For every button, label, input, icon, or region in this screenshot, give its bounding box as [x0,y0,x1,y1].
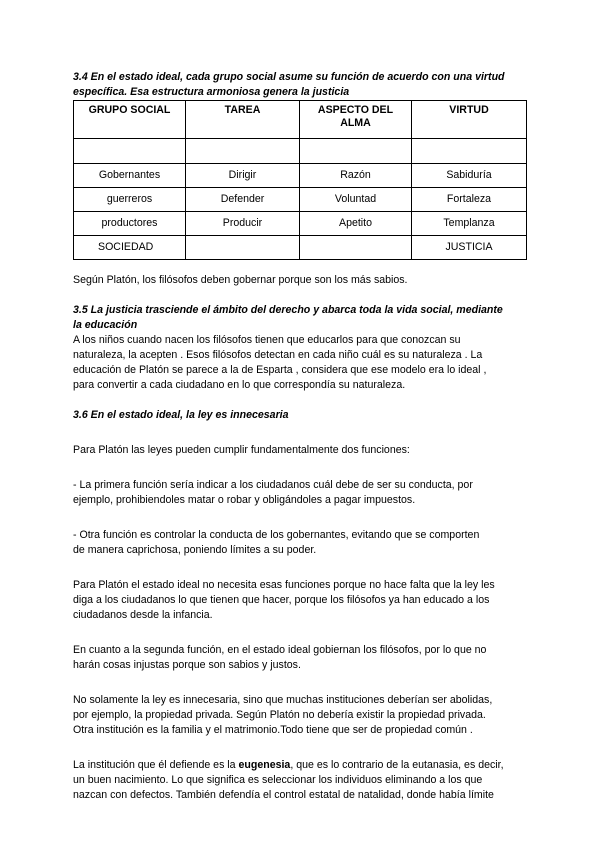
table-header: VIRTUD [412,101,527,139]
section-3-4 [73,70,533,288]
paragraph: - Otra función es controlar la conducta de los gobernantes, evitando que se comporten de manera caprichosa, poniendo límites a su poder. [73,529,480,556]
table-cell: Fortaleza [412,188,527,212]
table-cell [412,139,527,164]
table-cell: Razón [300,164,412,188]
table-header-row [74,101,527,139]
table-row [74,212,527,236]
table-cell: Producir [186,212,300,236]
paragraph: Para Platón las leyes pueden cumplir fundamentalmente dos funciones: [73,444,410,456]
table-cell: SOCIEDAD [74,236,186,260]
paragraph: A los niños cuando nacen los filósofos tienen que educarlos para que conozcan su naturaleza, la acepten . Esos filósofos detectan en cada niño cuál es su naturaleza . La educación de Platón se parece a la de Esparta , considera que ese modelo era lo ideal , para convertir a cada ciudadano en lo que correspondía su naturaleza. [73,334,487,391]
paragraph: Según Platón, los filósofos deben gobernar porque son los más sabios. [73,274,408,286]
section-3-6 [73,408,533,803]
paragraph: No solamente la ley es innecesaria, sino que muchas instituciones deberían ser abolidas, por ejemplo, la propiedad privada. Según Platón no debería existir la propiedad privada. Otra institución es la familia y el matrimonio.Todo tiene que ser de propiedad común . [73,694,493,736]
table-cell [186,236,300,260]
table-cell: Voluntad [300,188,412,212]
table-cell [74,139,186,164]
table-header: GRUPO SOCIAL [74,101,186,139]
table-cell [300,236,412,260]
table-row [74,139,527,164]
table-row [74,188,527,212]
table-cell: productores [74,212,186,236]
table-cell: Gobernantes [74,164,186,188]
table-header: ASPECTO DEL ALMA [300,101,412,139]
section-heading: 3.6 En el estado ideal, la ley es innecesaria [73,409,289,421]
table-cell: Dirigir [186,164,300,188]
section-heading: 3.4 En el estado ideal, cada grupo social asume su función de acuerdo con una virtud específica. Esa estructura armoniosa genera la justicia [73,71,505,98]
paragraph: Para Platón el estado ideal no necesita esas funciones porque no hace falta que la ley les diga a los ciudadanos lo que tienen que hacer, porque los filósofos ya han educado a los ciudadanos desde la infancia. [73,579,495,621]
paragraph: - La primera función sería indicar a los ciudadanos cuál debe de ser su conducta, por ejemplo, prohibiendoles matar o robar y obligándoles a pagar impuestos. [73,479,473,506]
table-cell: Sabiduría [412,164,527,188]
table-cell: Templanza [412,212,527,236]
table-cell: guerreros [74,188,186,212]
section-3-5 [73,303,533,393]
table-row [74,164,527,188]
table-cell: Apetito [300,212,412,236]
table-header: TAREA [186,101,300,139]
paragraph: La institución que él defiende es la eugenesia, que es lo contrario de la eutanasia, es decir, un buen nacimiento. Lo que significa es seleccionar los individuos eliminando a los que nazcan con defectos. También defendía el control estatal de natalidad, donde había límite [73,759,504,801]
social-groups-table [73,100,527,260]
eugenesia-term: eugenesia [238,759,291,771]
table-cell: Defender [186,188,300,212]
paragraph: En cuanto a la segunda función, en el estado ideal gobiernan los filósofos, por lo que no harán cosas injustas porque son sabios y justos. [73,644,487,671]
table-cell: JUSTICIA [412,236,527,260]
table-cell [300,139,412,164]
table-row [74,236,527,260]
table-cell [186,139,300,164]
document-page [73,70,533,803]
section-heading: 3.5 La justicia trasciende el ámbito del derecho y abarca toda la vida social, mediante la educación [73,304,503,331]
